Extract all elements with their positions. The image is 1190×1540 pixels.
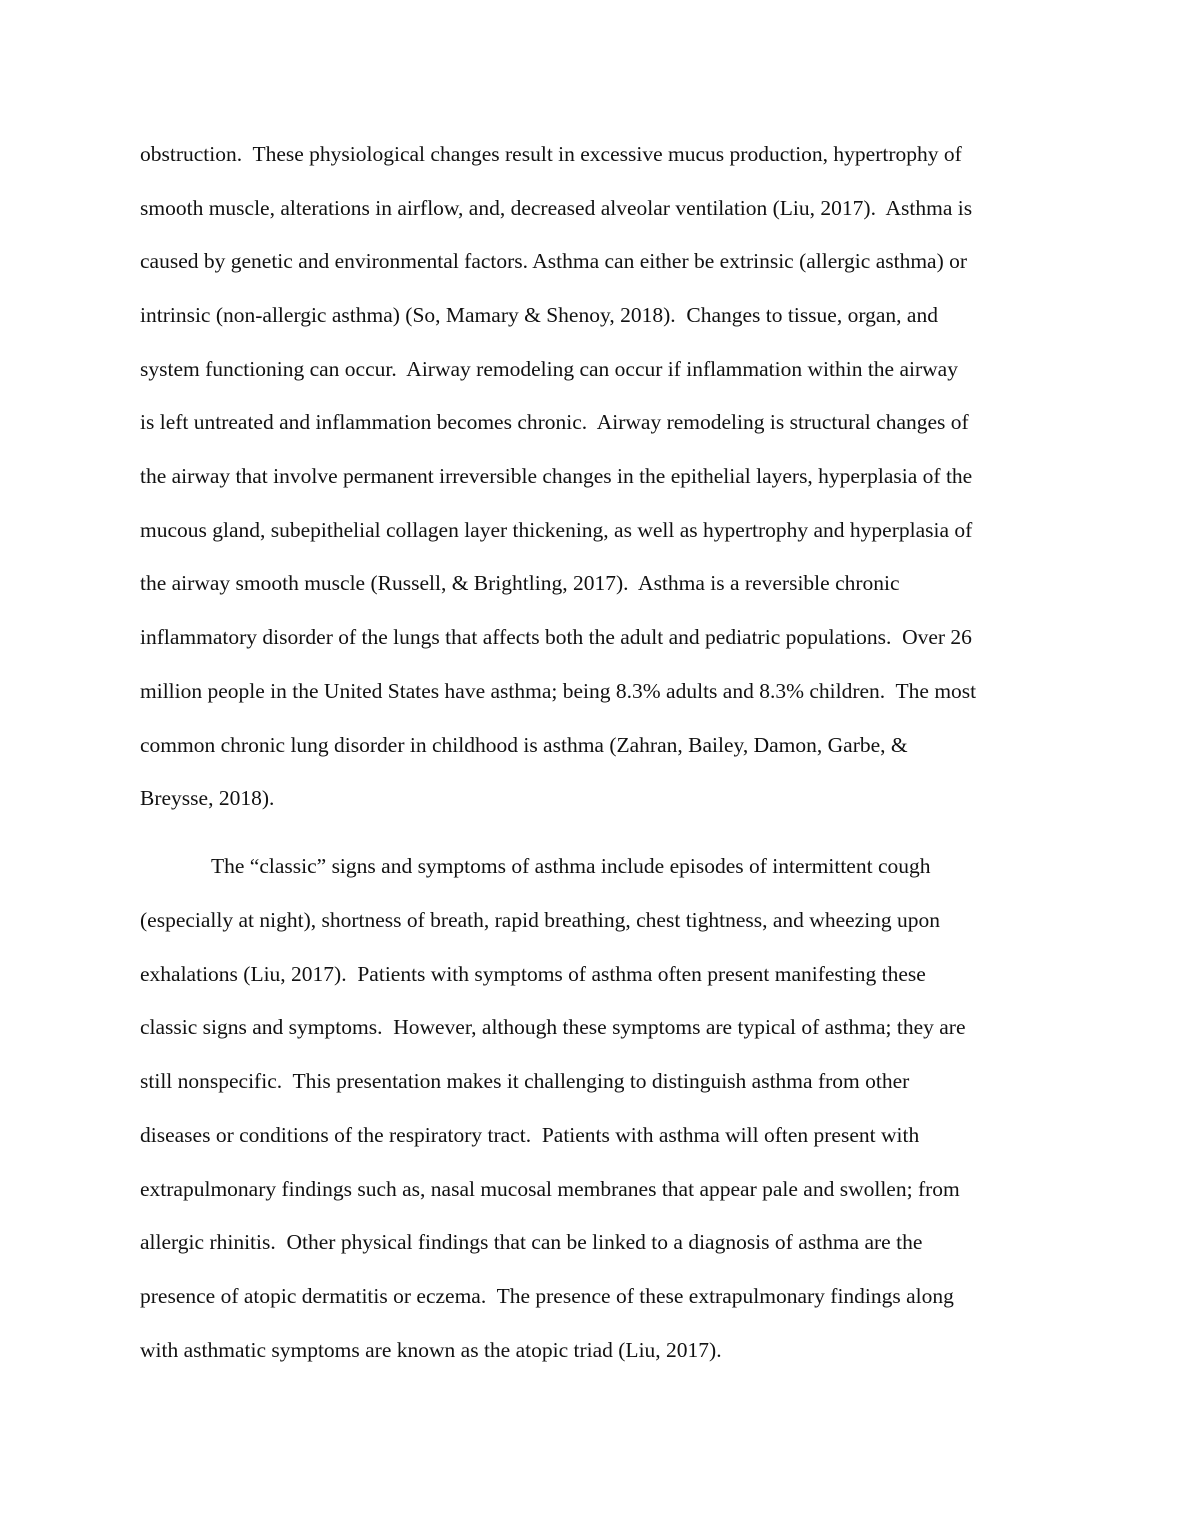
text-line: system functioning can occur. Airway remodeling can occur if inflammation within the airway (140, 357, 958, 381)
text-line: inflammatory disorder of the lungs that affects both the adult and pediatric populations. Over 26 (140, 625, 972, 649)
text-line: with asthmatic symptoms are known as the atopic triad (Liu, 2017). (140, 1338, 722, 1362)
text-line: exhalations (Liu, 2017). Patients with symptoms of asthma often present manifesting these (140, 962, 926, 986)
text-line: million people in the United States have asthma; being 8.3% adults and 8.3% children. The most (140, 679, 977, 703)
text-line: mucous gland, subepithelial collagen layer thickening, as well as hypertrophy and hyperplasia of (140, 518, 973, 542)
text-line: diseases or conditions of the respiratory tract. Patients with asthma will often present with (140, 1123, 920, 1147)
text-line: smooth muscle, alterations in airflow, and, decreased alveolar ventilation (Liu, 2017). Asthma is (140, 196, 973, 220)
text-line: common chronic lung disorder in childhood is asthma (Zahran, Bailey, Damon, Garbe, & (140, 733, 908, 757)
text-line: the airway that involve permanent irreversible changes in the epithelial layers, hyperplasia of the (140, 464, 973, 488)
text-line: Breysse, 2018). (140, 786, 275, 810)
text-line: the airway smooth muscle (Russell, & Brightling, 2017). Asthma is a reversible chronic (140, 571, 900, 595)
text-line: classic signs and symptoms. However, although these symptoms are typical of asthma; they are (140, 1015, 966, 1039)
text-line: extrapulmonary findings such as, nasal mucosal membranes that appear pale and swollen; from (140, 1177, 960, 1201)
text-line: (especially at night), shortness of breath, rapid breathing, chest tightness, and wheezing upon (140, 908, 941, 932)
text-line: is left untreated and inflammation becomes chronic. Airway remodeling is structural changes of (140, 410, 969, 434)
text-line: intrinsic (non-allergic asthma) (So, Mamary & Shenoy, 2018). Changes to tissue, organ, and (140, 303, 938, 327)
text-line: caused by genetic and environmental factors. Asthma can either be extrinsic (allergic asthma) or (140, 249, 968, 273)
text-line: obstruction. These physiological changes result in excessive mucus production, hypertrophy of (140, 142, 962, 166)
text-line: presence of atopic dermatitis or eczema. The presence of these extrapulmonary findings along (140, 1284, 954, 1308)
text-line: The “classic” signs and symptoms of asthma include episodes of intermittent cough (211, 854, 931, 878)
text-line: allergic rhinitis. Other physical findings that can be linked to a diagnosis of asthma are the (140, 1230, 923, 1254)
text-line: still nonspecific. This presentation makes it challenging to distinguish asthma from other (140, 1069, 910, 1093)
